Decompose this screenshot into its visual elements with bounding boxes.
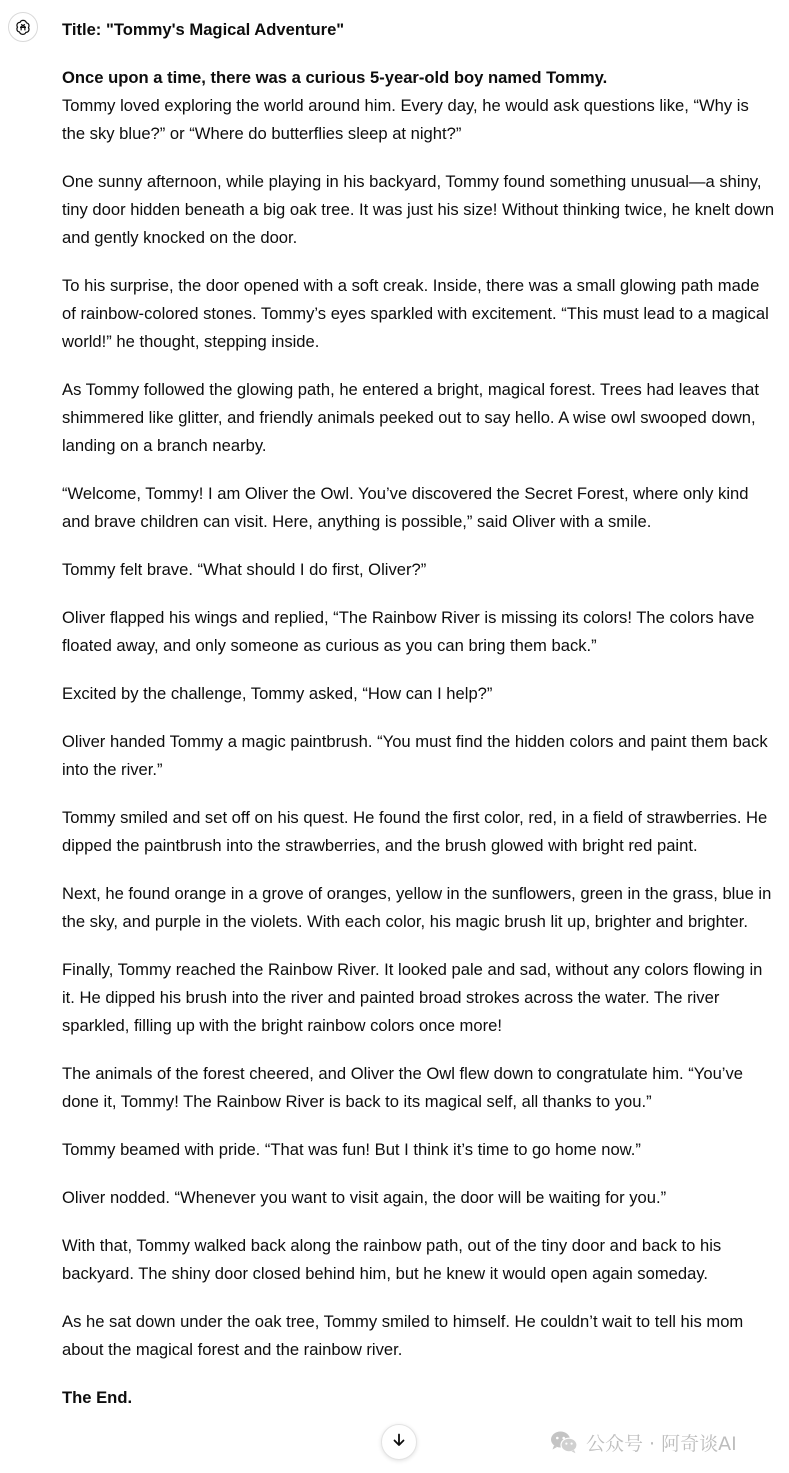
arrow-down-icon [391,1432,407,1453]
story-paragraph: One sunny afternoon, while playing in his backyard, Tommy found something unusual—a shiny, tiny door hidden beneath a big oak tree. It was just his size! Without thinking twice, he knelt down and gently knocked on the door. [62,172,775,247]
watermark-text: 公众号 · 阿奇谈AI [586,1432,737,1455]
scroll-to-bottom-button[interactable] [381,1424,417,1460]
story-ending: The End. [62,1388,133,1407]
story-paragraph-opening [62,64,776,148]
story-paragraph: With that, Tommy walked back along the rainbow path, out of the tiny door and back to his backyard. The shiny door closed behind him, but he knew it would open again someday. [62,1236,722,1283]
opening-sentence: Once upon a time, there was a curious 5-year-old boy named Tommy. [62,68,608,87]
story-paragraph: Tommy beamed with pride. “That was fun! But I think it’s time to go home now.” [62,1140,641,1159]
opening-rest: Tommy loved exploring the world around him. Every day, he would ask questions like, “Why is the sky blue?” or “Where do butterflies sleep at night?” [62,96,749,143]
openai-logo-icon [14,18,32,36]
wechat-icon [550,1430,578,1454]
assistant-avatar [8,12,38,42]
story-paragraph: Oliver flapped his wings and replied, “The Rainbow River is missing its colors! The colors have floated away, and only someone as curious as you can bring them back.” [62,608,755,655]
story-paragraph: Excited by the challenge, Tommy asked, “How can I help?” [62,684,493,703]
watermark [550,1428,737,1456]
story-paragraph: Oliver nodded. “Whenever you want to visit again, the door will be waiting for you.” [62,1188,667,1207]
story-paragraph: As he sat down under the oak tree, Tommy smiled to himself. He couldn’t wait to tell his mom about the magical forest and the rainbow river. [62,1312,744,1359]
story-title: Title: "Tommy's Magical Adventure" [62,20,345,39]
story-paragraph: Finally, Tommy reached the Rainbow River. It looked pale and sad, without any colors flowing in it. He dipped his brush into the river and painted broad strokes across the water. The river sparkled, filling up with the bright rainbow colors once more! [62,960,763,1035]
story-paragraph: Tommy felt brave. “What should I do first, Oliver?” [62,560,427,579]
story-paragraph: Next, he found orange in a grove of oranges, yellow in the sunflowers, green in the grass, blue in the sky, and purple in the violets. With each color, his magic brush lit up, brighter and brighter. [62,884,772,931]
assistant-message [62,16,776,1432]
story-paragraph: “Welcome, Tommy! I am Oliver the Owl. You’ve discovered the Secret Forest, where only kind and brave children can visit. Here, anything is possible,” said Oliver with a smile. [62,484,749,531]
story-paragraph: As Tommy followed the glowing path, he entered a bright, magical forest. Trees had leaves that shimmered like glitter, and friendly animals peeked out to say hello. A wise owl swooped down, landing on a branch nearby. [62,380,760,455]
story-paragraph: To his surprise, the door opened with a soft creak. Inside, there was a small glowing path made of rainbow-colored stones. Tommy’s eyes sparkled with excitement. “This must lead to a magical world!” he thought, stepping inside. [62,276,769,351]
story-paragraph: The animals of the forest cheered, and Oliver the Owl flew down to congratulate him. “You’ve done it, Tommy! The Rainbow River is back to its magical self, all thanks to you.” [62,1064,744,1111]
story-paragraph: Tommy smiled and set off on his quest. He found the first color, red, in a field of strawberries. He dipped the paintbrush into the strawberries, and the brush glowed with bright red paint. [62,808,768,855]
story-paragraph: Oliver handed Tommy a magic paintbrush. “You must find the hidden colors and paint them back into the river.” [62,732,768,779]
